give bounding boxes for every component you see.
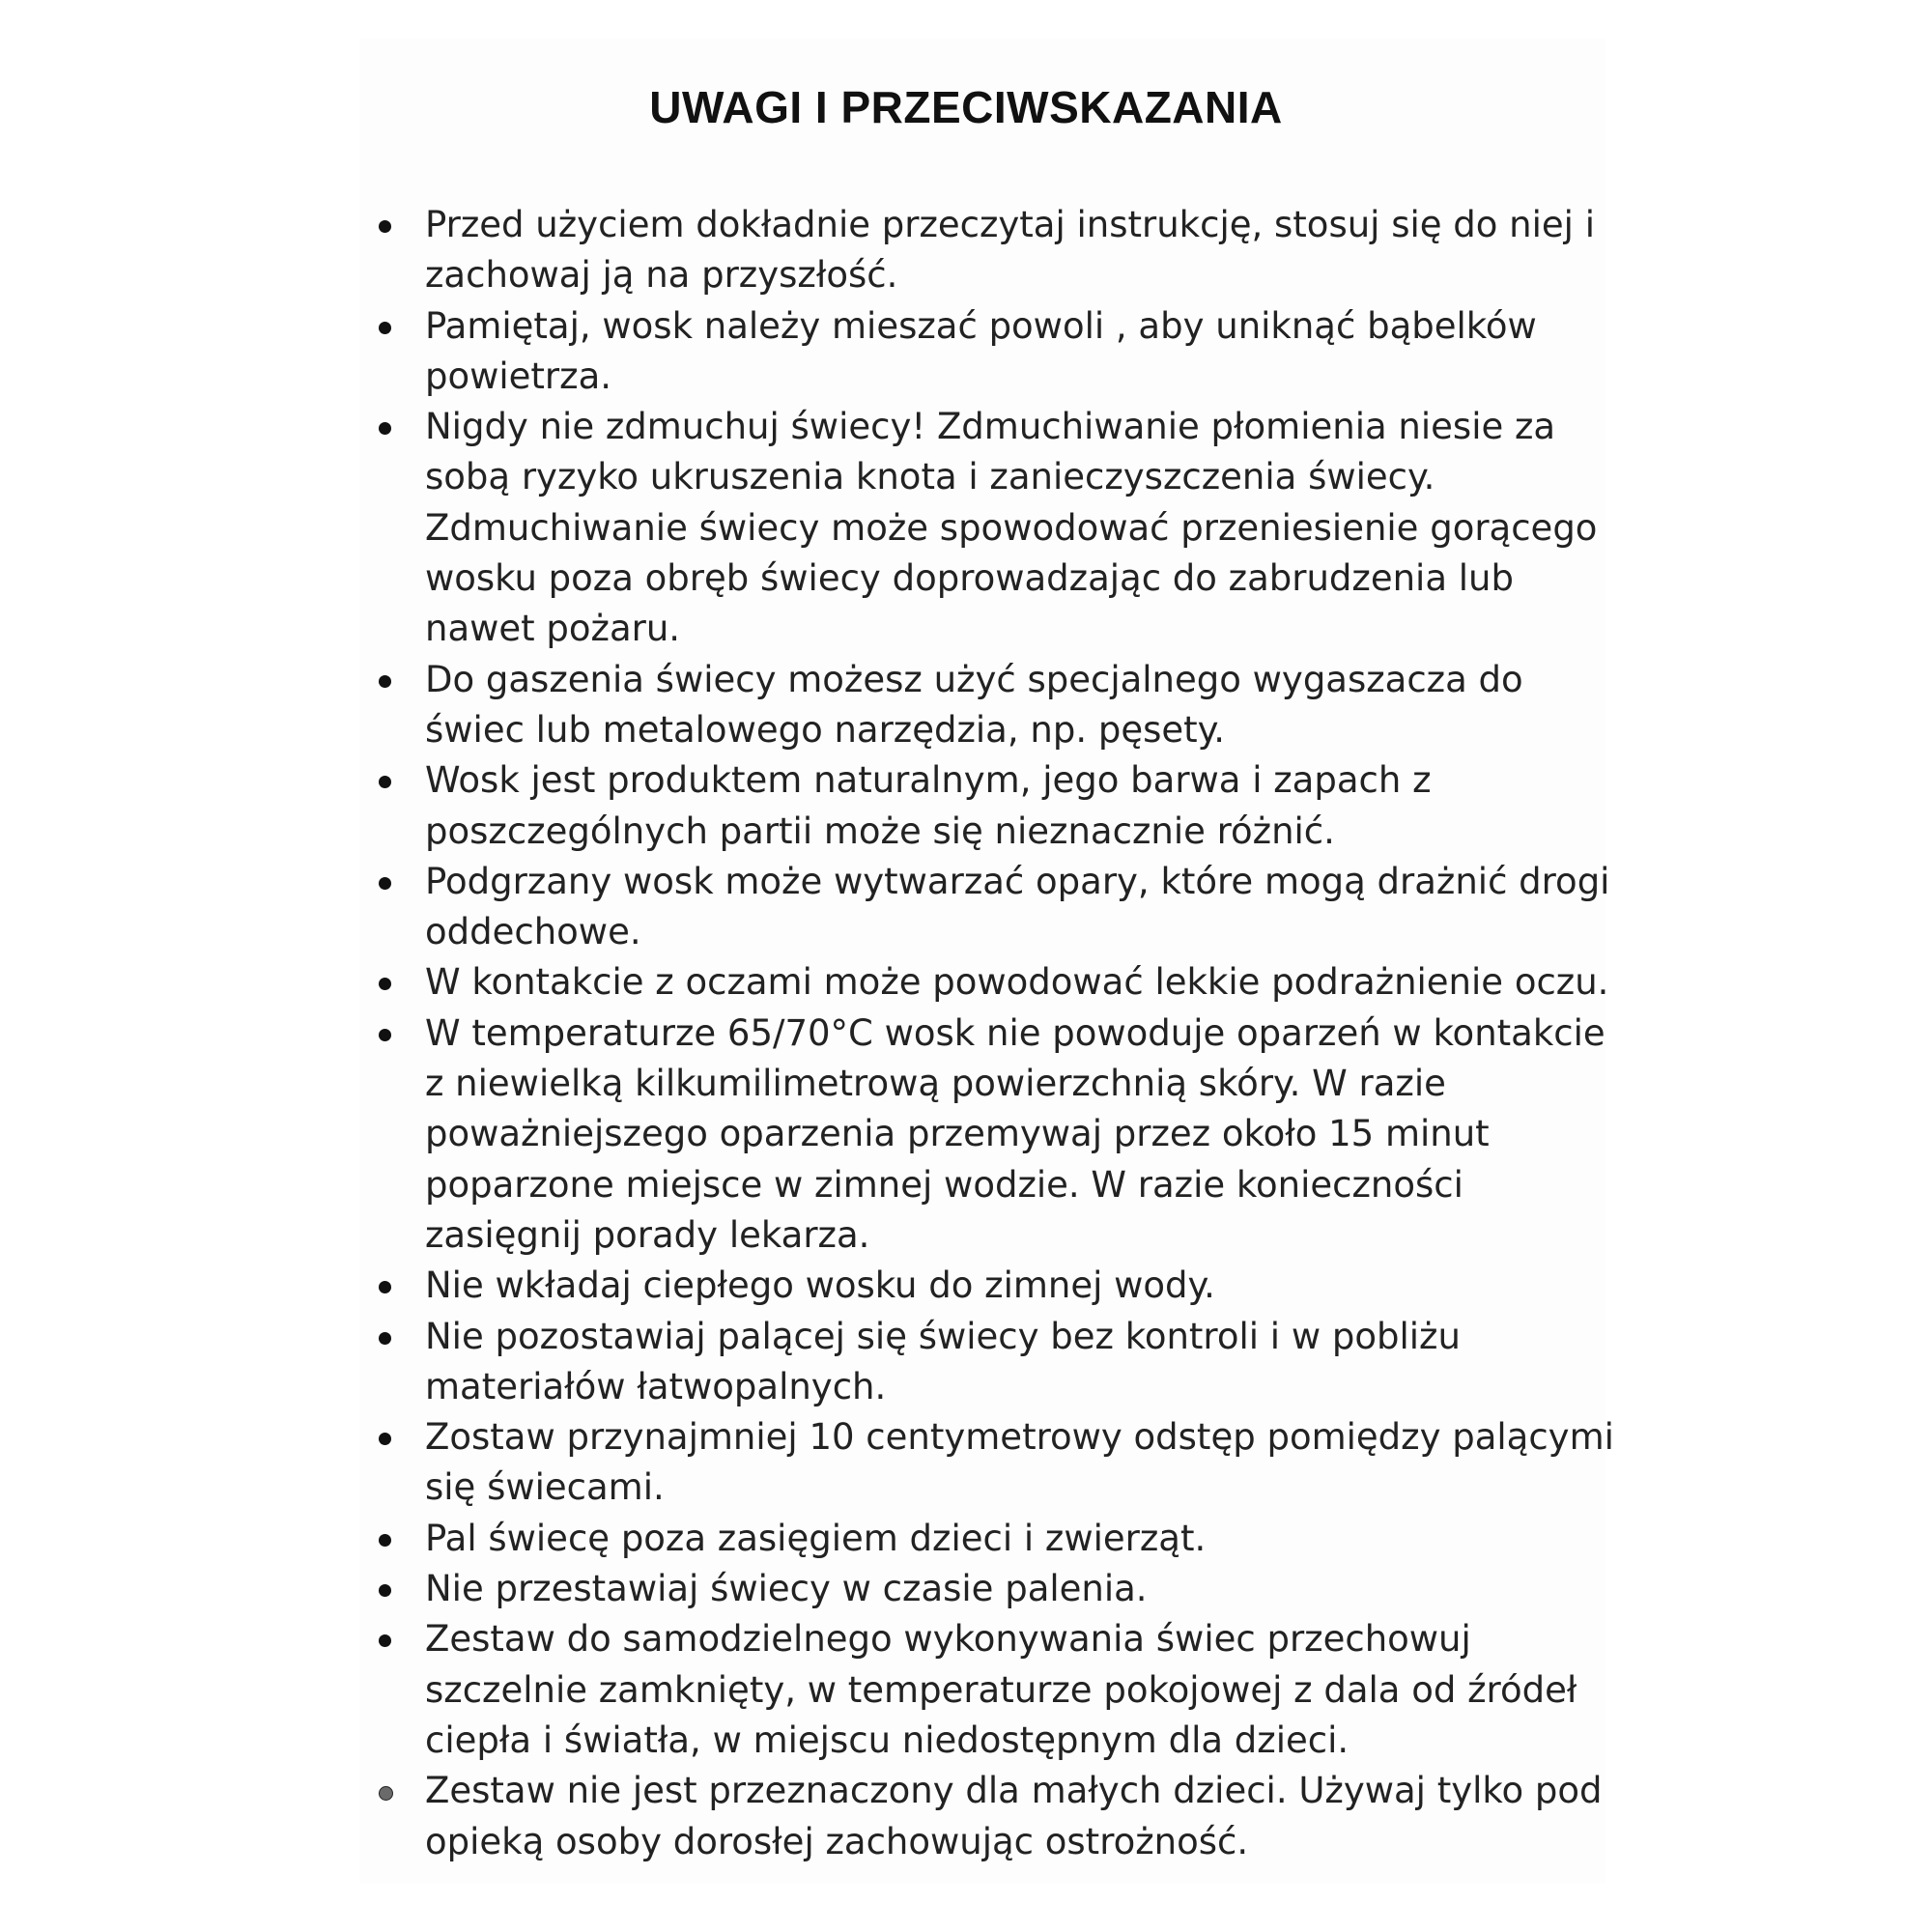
bullet-icon	[379, 1281, 391, 1293]
list-item-text: Zestaw nie jest przeznaczony dla małych dzieci. Używaj tylko pod opieką osoby dorosłej zachowując ostrożność.	[425, 1770, 1603, 1862]
list-item	[371, 1312, 1617, 1413]
list-item	[371, 200, 1617, 301]
list-item-text: W kontakcie z oczami może powodować lekkie podrażnienie oczu.	[425, 961, 1609, 1004]
bullet-icon	[379, 322, 391, 334]
notes-list	[371, 200, 1617, 1867]
bullet-icon	[379, 1584, 391, 1597]
bullet-icon	[379, 877, 391, 890]
list-item	[371, 402, 1617, 654]
list-item	[371, 857, 1617, 958]
list-item-text: Nie przestawiaj świecy w czasie palenia.	[425, 1568, 1148, 1610]
list-item-text: W temperaturze 65/70°C wosk nie powoduje oparzeń w kontakcie z niewielką kilkumilimetrową powierzchnią skóry. W razie poważniejszego oparzenia przemywaj przez około 15 minut poparzone miejsce w zimnej wodzie. W razie konieczności zasięgnij porady lekarza.	[425, 1011, 1605, 1256]
bullet-icon	[379, 1332, 391, 1345]
bullet-icon	[379, 1433, 391, 1445]
list-item-text: Pamiętaj, wosk należy mieszać powoli , aby uniknąć bąbelków powietrza.	[425, 304, 1537, 397]
list-item-text: Zestaw do samodzielnego wykonywania świec przechowuj szczelnie zamknięty, w temperaturze pokojowej z dala od źródeł ciepła i światła, w miejscu niedostępnym dla dzieci.	[425, 1618, 1577, 1761]
list-item-text: Nie wkładaj ciepłego wosku do zimnej wody.	[425, 1264, 1215, 1307]
bullet-icon	[379, 1634, 391, 1647]
list-item	[371, 301, 1617, 403]
list-item-text: Pal świecę poza zasięgiem dzieci i zwierząt.	[425, 1517, 1207, 1559]
list-item	[371, 655, 1617, 756]
bullet-icon	[379, 776, 391, 788]
bullet-icon	[379, 220, 391, 233]
list-item-text: Zostaw przynajmniej 10 centymetrowy odstęp pomiędzy palącymi się świecami.	[425, 1416, 1614, 1509]
list-item-text: Nigdy nie zdmuchuj świecy! Zdmuchiwanie płomienia niesie za sobą ryzyko ukruszenia knota i zanieczyszczenia świecy. Zdmuchiwanie świecy może spowodować przeniesienie gorącego wosku poza obręb świecy doprowadzając do zabrudzenia lub nawet pożaru.	[425, 406, 1598, 650]
bullet-icon	[379, 978, 391, 990]
list-item	[371, 755, 1617, 857]
bullet-icon	[379, 1534, 391, 1547]
bullet-icon	[379, 422, 391, 435]
list-item-text: Do gaszenia świecy możesz użyć specjalnego wygaszacza do świec lub metalowego narzędzia, np. pęsety.	[425, 658, 1523, 751]
bullet-icon	[379, 1029, 391, 1041]
bullet-icon	[379, 675, 391, 688]
list-item	[371, 1564, 1617, 1614]
list-item-text: Wosk jest produktem naturalnym, jego barwa i zapach z poszczególnych partii może się nieznacznie różnić.	[425, 759, 1432, 852]
list-item-text: Przed użyciem dokładnie przeczytaj instrukcję, stosuj się do niej i zachowaj ją na przyszłość.	[425, 204, 1595, 297]
list-item	[371, 1766, 1617, 1867]
list-item-text: Podgrzany wosk może wytwarzać opary, które mogą drażnić drogi oddechowe.	[425, 860, 1610, 953]
list-item	[371, 957, 1617, 1008]
list-item-text: Nie pozostawiaj palącej się świecy bez kontroli i w pobliżu materiałów łatwopalnych.	[425, 1315, 1461, 1407]
page-title: UWAGI I PRZECIWSKAZANIA	[649, 82, 1283, 132]
list-item	[371, 1614, 1617, 1766]
list-item	[371, 1009, 1617, 1261]
list-item	[371, 1261, 1617, 1311]
list-item	[371, 1514, 1617, 1564]
bullet-icon	[379, 1786, 393, 1801]
list-item	[371, 1412, 1617, 1514]
